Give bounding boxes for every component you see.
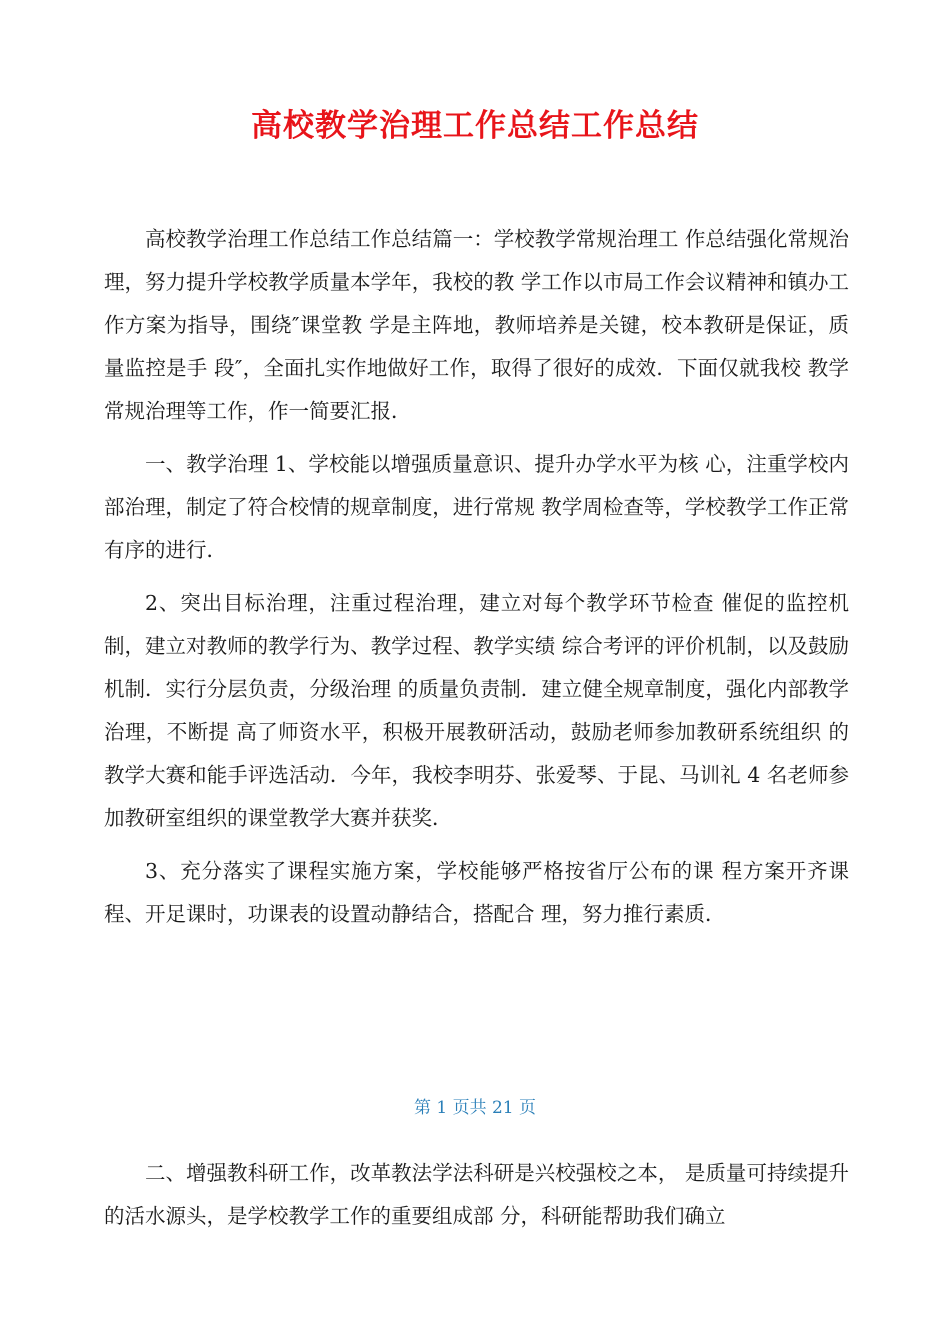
next-page-body [104,1152,849,1248]
paragraph-research: 二、增强教科研工作，改革教法学法科研是兴校强校之本， 是质量可持续提升的活水源头，是学校教学工作的重要组成部 分，科研能帮助我们确立 [104,1161,849,1228]
document-body [104,218,849,946]
paragraph-curriculum: 3、充分落实了课程实施方案，学校能够严格按省厅公布的课 程方案开齐课程、开足课时，功课表的设置动静结合，搭配合 理，努力推行素质． [104,859,849,926]
page-number: 第 1 页共 21 页 [413,1098,537,1118]
paragraph-target-management: 2、突出目标治理，注重过程治理，建立对每个教学环节检查 催促的监控机制，建立对教师的教学行为、教学过程、教学实绩 综合考评的评价机制，以及鼓励机制．实行分层负责，分级治理 的质量负责制．建立健全规章制度，强化内部教学治理，不断提 高了师资水平，积极开展教研活动，鼓励老师参加教研系统组织 的教学大赛和能手评选活动．今年，我校李明芬、张爱琴、于昆、马训礼 4 名老师参加教研室组织的课堂教学大赛并获奖． [104,591,849,830]
paragraph-teaching-management: 一、教学治理 1、学校能以增强质量意识、提升办学水平为核 心，注重学校内部治理，制定了符合校情的规章制度，进行常规 教学周检查等，学校教学工作正常有序的进行． [104,452,849,562]
document-title: 高校教学治理工作总结工作总结 [251,108,699,144]
paragraph-intro: 高校教学治理工作总结工作总结篇一：学校教学常规治理工 作总结强化常规治理，努力提升学校教学质量本学年，我校的教 学工作以市局工作会议精神和镇办工作方案为指导，围绕″课堂教 学是主阵地，教师培养是关键，校本教研是保证，质量监控是手 段″，全面扎实作地做好工作，取得了很好的成效．下面仅就我校 教学常规治理等工作，作一简要汇报． [104,227,849,423]
